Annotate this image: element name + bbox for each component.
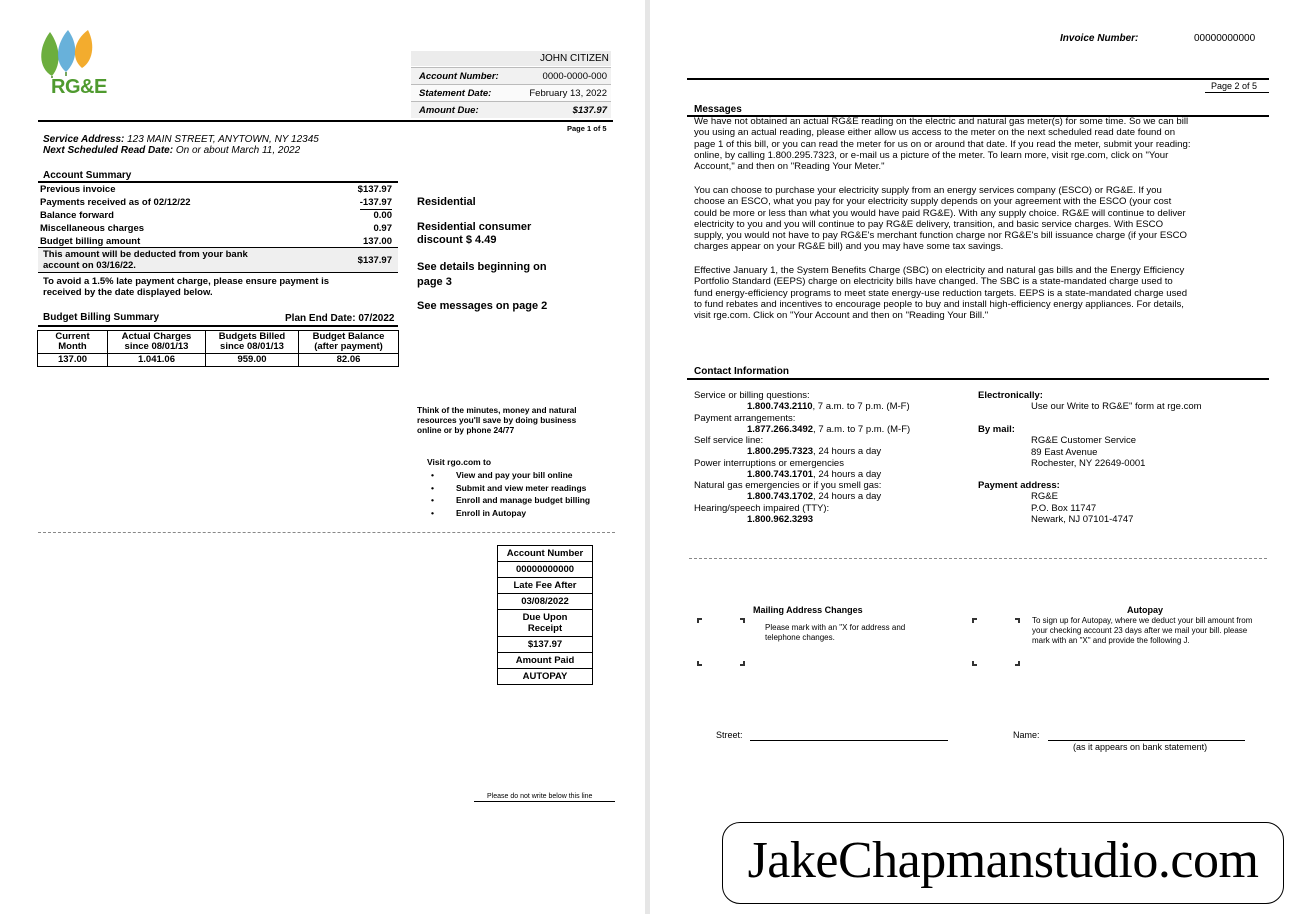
contact-label: Payment arrangements: (694, 413, 796, 424)
mail-label: By mail: (978, 424, 1015, 435)
contact-line (747, 514, 813, 525)
page-number: Page 1 of 5 (567, 124, 607, 133)
amount-due-value: $137.97 (572, 105, 607, 116)
customer-name: JOHN CITIZEN (540, 53, 609, 64)
page2-top-rule (687, 78, 1269, 80)
summary-value: -137.97 (359, 197, 392, 208)
list-item-text: View and pay your bill online (456, 470, 573, 480)
summary-value: 137.00 (362, 236, 392, 247)
name-field[interactable] (1048, 740, 1245, 741)
street-field[interactable] (750, 740, 948, 741)
stub-cell: 00000000000 (498, 562, 592, 578)
autopay-text: To sign up for Autopay, where we deduct your bill amount from your checking account 23 days after we mail your bill. please mark with an "X" and provide the following J. (1032, 616, 1253, 645)
payment-line: P.O. Box 11747 (1031, 503, 1097, 514)
contact-hours: , 7 a.m. to 7 p.m. (M-F) (812, 401, 910, 412)
budget-summary-title: Budget Billing Summary (43, 312, 160, 323)
watermark-text: JakeChapmanstudio.com (747, 832, 1259, 889)
summary-value: 0.97 (373, 223, 392, 234)
tear-line (38, 532, 615, 533)
rge-logo (36, 28, 116, 100)
stub-cell: AUTOPAY (522, 671, 568, 682)
autopay-title: Autopay (1127, 605, 1163, 615)
summary-value: 0.00 (373, 210, 392, 221)
summary-label: Previous invoice (40, 184, 116, 195)
promo-text: Think of the minutes, money and natural resources you'll save by doing business online or by phone 24/77 (417, 405, 577, 435)
late-payment-note: To avoid a 1.5% late payment charge, please ensure payment is received by the date displayed below. (43, 276, 329, 298)
mail-line: Rochester, NY 22649-0001 (1031, 458, 1146, 469)
table-header: Budgets Billed since 08/01/13 (206, 331, 299, 354)
contact-label: Self service line: (694, 435, 764, 446)
next-read-label: Next Scheduled Read Date: (43, 145, 174, 156)
next-read-value: On or about March 11, 2022 (175, 145, 301, 156)
header-rule (38, 120, 613, 122)
invoice-number-value: 00000000000 (1194, 33, 1256, 44)
contact-line (747, 424, 910, 435)
amount-due-row (411, 101, 611, 118)
contact-line (747, 491, 881, 502)
contact-hours: , 7 a.m. to 7 p.m. (M-F) (813, 424, 911, 435)
next-read-date (43, 145, 300, 156)
summary-value: $137.97 (357, 184, 392, 195)
stub-cell: Amount Paid (498, 653, 592, 669)
payment-line: RG&E (1031, 491, 1058, 502)
contact-label: Service or billing questions: (694, 390, 810, 401)
mailing-changes-text: Please mark with an "X for address and telephone changes. (765, 623, 906, 642)
contact-line (747, 446, 881, 457)
mailing-changes-title: Mailing Address Changes (753, 605, 863, 615)
payment-label: Payment address: (978, 480, 1060, 491)
account-number-value: 0000-0000-000 (542, 71, 607, 82)
discount-note: Residential consumer discount $ 4.49 (417, 221, 532, 246)
table-header: Actual Charges since 08/01/13 (108, 331, 206, 354)
logo-text: RG&E (51, 76, 107, 98)
table-cell: 82.06 (299, 354, 399, 367)
list-item-text: Enroll in Autopay (456, 508, 527, 518)
message-paragraph: Effective January 1, the System Benefits Charge (SBC) on electricity and natural gas bills and the Energy Efficiency Portfolio Standard (EEPS) charge on electricity bills have changed. The SBC is a state-mandated charge used to fund energy-efficiency programs to meet state energy-use reduction targets. EEPS is a state-mandated charge used to fund rebates and incentives to encourage people to buy and install high-efficiency energy appliances. For details, visit rge.com. Click on "Your Account and then on "Reading Your Bill." (694, 265, 1188, 322)
summary-label: Balance forward (40, 210, 114, 221)
mail-line: RG&E Customer Service (1031, 435, 1137, 446)
contact-label: Natural gas emergencies or if you smell gas: (694, 480, 882, 491)
stub-cell: Late Fee After (498, 578, 592, 594)
table-cell: 137.00 (38, 354, 108, 367)
do-not-write-note: Please do not write below this line (487, 793, 593, 800)
payment-line: Newark, NJ 07101-4747 (1031, 514, 1134, 525)
invoice-number-label: Invoice Number: (1060, 33, 1139, 44)
details-note: See details beginning on page 3 (417, 261, 547, 288)
residential-label: Residential (417, 196, 476, 208)
table-row (38, 331, 399, 354)
name-label: Name: (1013, 730, 1040, 740)
contact-hours: , 24 hours a day (813, 491, 882, 502)
messages-title: Messages (694, 104, 742, 115)
mailing-checkbox[interactable] (697, 618, 745, 666)
promo-visit: Visit rgo.com to (427, 457, 492, 467)
messages-note: See messages on page 2 (417, 300, 548, 312)
summary-row (40, 209, 395, 222)
plan-end-date: Plan End Date: 07/2022 (285, 313, 395, 324)
table-header: Current Month (38, 331, 108, 354)
leaf-logo-icon (36, 28, 98, 78)
service-address-value: 123 MAIN STREET, ANYTOWN, NY 12345 (127, 134, 319, 145)
summary-label: Payments received as of 02/12/22 (40, 197, 191, 208)
summary-label: Budget billing amount (40, 236, 141, 247)
table-header: Budget Balance (after payment) (299, 331, 399, 354)
electronic-text: Use our Write to RG&E" form at rge.com (1031, 401, 1202, 412)
table-row (38, 354, 399, 367)
stub-cell: Due Upon Receipt (498, 610, 592, 637)
page2-page-rule (1205, 92, 1269, 93)
do-not-write-rule (474, 801, 615, 802)
stub-cell: Account Number (498, 546, 592, 562)
page2-number: Page 2 of 5 (1211, 81, 1258, 91)
watermark-box (722, 822, 1284, 904)
statement-date-label: Statement Date: (419, 88, 492, 99)
list-item-text: Enroll and manage budget billing (456, 495, 591, 505)
summary-label: Miscellaneous charges (40, 223, 145, 234)
payment-stub (497, 545, 593, 685)
amount-due-label: Amount Due: (419, 105, 479, 116)
budget-billing-table (37, 330, 399, 367)
statement-date-row (411, 84, 611, 101)
stub-cell: $137.97 (498, 637, 592, 653)
autopay-checkbox[interactable] (972, 618, 1020, 666)
name-note: (as it appears on bank statement) (1073, 742, 1208, 752)
service-address (43, 134, 319, 145)
account-number-label: Account Number: (419, 71, 499, 82)
summary-row (40, 196, 395, 209)
deduct-text: This amount will be deducted from your bank account on 03/16/22. (43, 249, 248, 271)
contact-phone: 1.800.743.1701 (747, 469, 814, 480)
contact-phone: 1.800.295.7323 (747, 446, 814, 457)
table-cell: 959.00 (206, 354, 299, 367)
contact-label: Hearing/speech impaired (TTY): (694, 503, 830, 514)
contact-hours: , 24 hours a day (813, 446, 882, 457)
contact-rule (687, 378, 1269, 380)
summary-row (40, 183, 395, 196)
deduct-box (38, 247, 398, 273)
message-paragraph: We have not obtained an actual RG&E reading on the electric and natural gas meter(s) for some time. So we can bill you using an actual reading, please either allow us access to the meter on the next scheduled read date found on page 1 of this bill, or you can read the meter for us on or around that date. If you read the meter, submit your reading: online, by calling 1.800.295.7323, or e-mail us a picture of the meter. To learn more, visit rge.com, click on "Your Account," and then on "Reading Your Meter." (694, 116, 1191, 173)
stub-cell: 03/08/2022 (498, 594, 592, 610)
account-summary-title: Account Summary (43, 170, 132, 181)
service-address-label: Service Address: (43, 134, 125, 145)
contact-title: Contact Information (694, 366, 789, 377)
street-label: Street: (716, 730, 743, 740)
contact-label: Power interruptions or emergencies (694, 458, 844, 469)
summary-row (40, 222, 395, 235)
contact-hours: , 24 hours a day (813, 469, 882, 480)
contact-line (747, 469, 881, 480)
table-cell: 1.041.06 (108, 354, 206, 367)
deduct-value: $137.97 (357, 255, 392, 266)
electronic-label: Electronically: (978, 390, 1043, 401)
contact-phone: 1.800.743.1702 (747, 491, 814, 502)
mail-line: 89 East Avenue (1031, 447, 1098, 458)
list-item-text: Submit and view meter readings (456, 483, 587, 493)
contact-line (747, 401, 910, 412)
contact-phone: 1.800.962.3293 (747, 514, 814, 525)
page2-tear-line (689, 558, 1267, 559)
contact-phone: 1.800.743.2110 (747, 401, 813, 412)
account-number-row (411, 67, 611, 84)
contact-phone: 1.877.266.3492 (747, 424, 814, 435)
budget-rule (38, 325, 398, 327)
bill-page-1 (0, 0, 645, 914)
statement-date-value: February 13, 2022 (529, 88, 607, 99)
message-paragraph: You can choose to purchase your electricity supply from an energy services company (ESCO) or RG&E. If you choose an ESCO, what you pay for your electricity supply depends on your agreement with the ESCO (your cost could be more or less than what you would have paid RG&E). With any supply choice. RG&E will continue to deliver electricity to you and you will continue to pay RG&E delivery, transition, and basic service charges. With ESCO supply, you would not have to pay RG&E's merchant function charge nor RG&E's bill issuance charge (if your ESCO charges appear on your RG&E bill) and you may have some tax savings. (694, 185, 1188, 253)
